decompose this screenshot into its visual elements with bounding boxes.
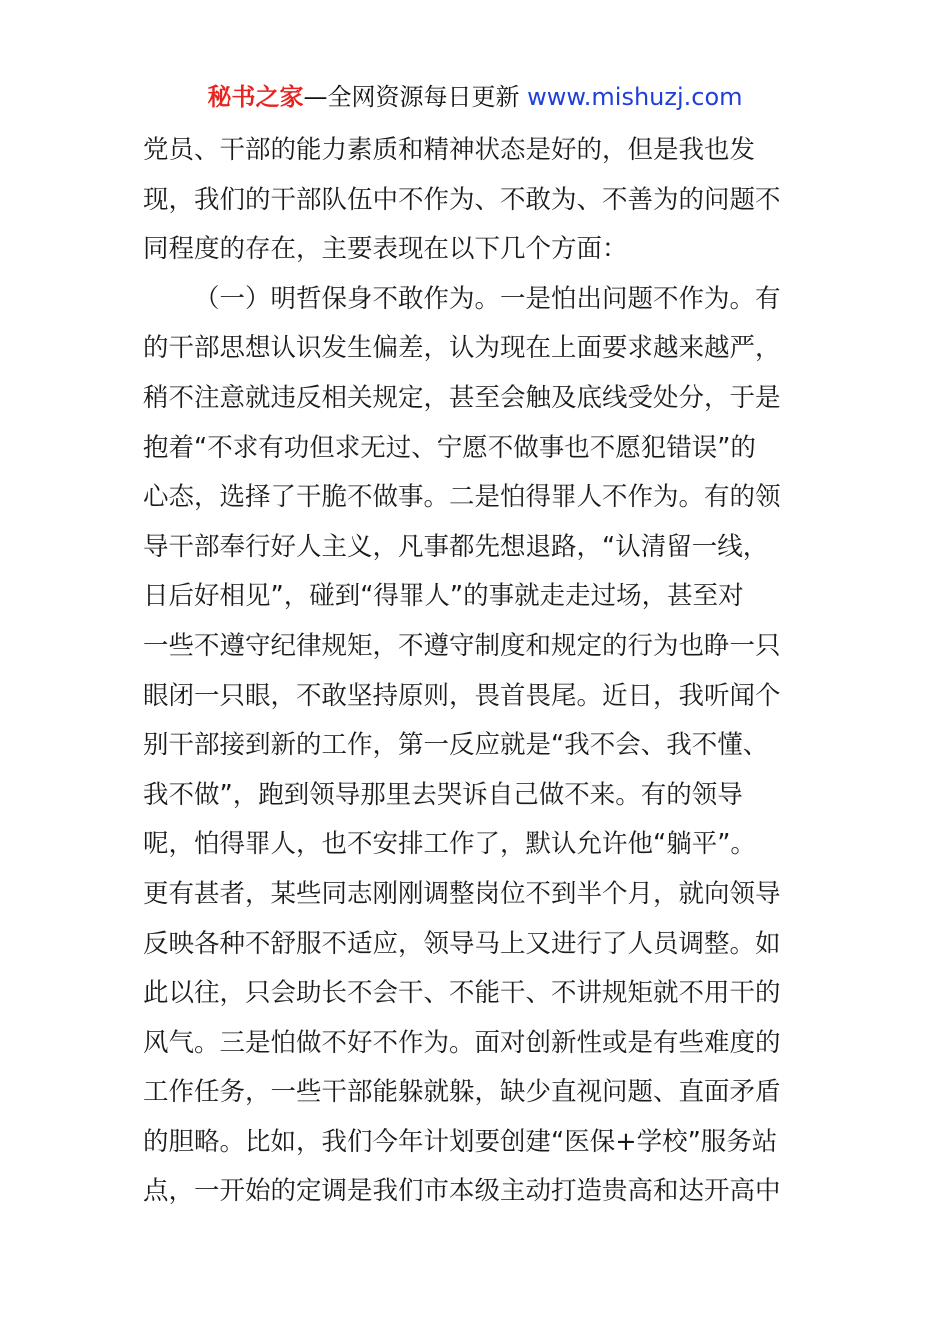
text-line: 眼闭一只眼，不敢坚持原则，畏首畏尾。近日，我听闻个 <box>143 680 781 711</box>
text-line: 别干部接到新的工作，第一反应就是“我不会、我不懂、 <box>143 730 769 761</box>
text-line: 反映各种不舒服不适应，领导马上又进行了人员调整。如 <box>143 928 781 959</box>
text-line: 稍不注意就违反相关规定，甚至会触及底线受处分，于是 <box>143 382 781 413</box>
section-heading-line: （一）明哲保身不敢作为。一是怕出问题不作为。有 <box>194 283 781 314</box>
text-line: 导干部奉行好人主义，凡事都先想退路，“认清留一线， <box>143 531 769 562</box>
text-line: 党员、干部的能力素质和精神状态是好的，但是我也发 <box>143 135 756 165</box>
text-line: 的干部思想认识发生偏差，认为现在上面要求越来越严， <box>143 333 781 364</box>
text-line: 一些不遵守纪律规矩，不遵守制度和规定的行为也睁一只 <box>143 630 781 661</box>
header-tagline: —全网资源每日更新 <box>303 83 528 111</box>
site-header <box>0 80 950 114</box>
text-line: 呢，怕得罪人，也不安排工作了，默认允许他“躺平”。 <box>143 829 756 860</box>
text-line: 我不做”，跑到领导那里去哭诉自己做不来。有的领导 <box>143 779 743 810</box>
text-line: 风气。三是怕做不好不作为。面对创新性或是有些难度的 <box>143 1027 781 1058</box>
document-body <box>143 126 813 1217</box>
text-line: 抱着“不求有功但求无过、宁愿不做事也不愿犯错误”的 <box>143 432 756 463</box>
text-line: 日后好相见”，碰到“得罪人”的事就走走过场，甚至对 <box>143 581 744 612</box>
text-line: 此以往，只会助长不会干、不能干、不讲规矩就不用干的 <box>143 978 781 1009</box>
text-line: 同程度的存在，主要表现在以下几个方面： <box>143 234 628 265</box>
text-line: 更有甚者，某些同志刚刚调整岗位不到半个月，就向领导 <box>143 878 781 909</box>
text-line: 的胆略。比如，我们今年计划要创建“医保+学校”服务站 <box>143 1126 778 1157</box>
text-line: 工作任务，一些干部能躲就躲，缺少直视问题、直面矛盾 <box>143 1077 781 1108</box>
text-line: 心态，选择了干脆不做事。二是怕得罪人不作为。有的领 <box>143 482 781 513</box>
site-url-link[interactable]: www.mishuzj.com <box>527 83 743 111</box>
brand-name: 秘书之家 <box>207 83 304 111</box>
text-line: 点，一开始的定调是我们市本级主动打造贵高和达开高中 <box>143 1176 781 1207</box>
text-line: 现，我们的干部队伍中不作为、不敢为、不善为的问题不 <box>143 184 781 215</box>
